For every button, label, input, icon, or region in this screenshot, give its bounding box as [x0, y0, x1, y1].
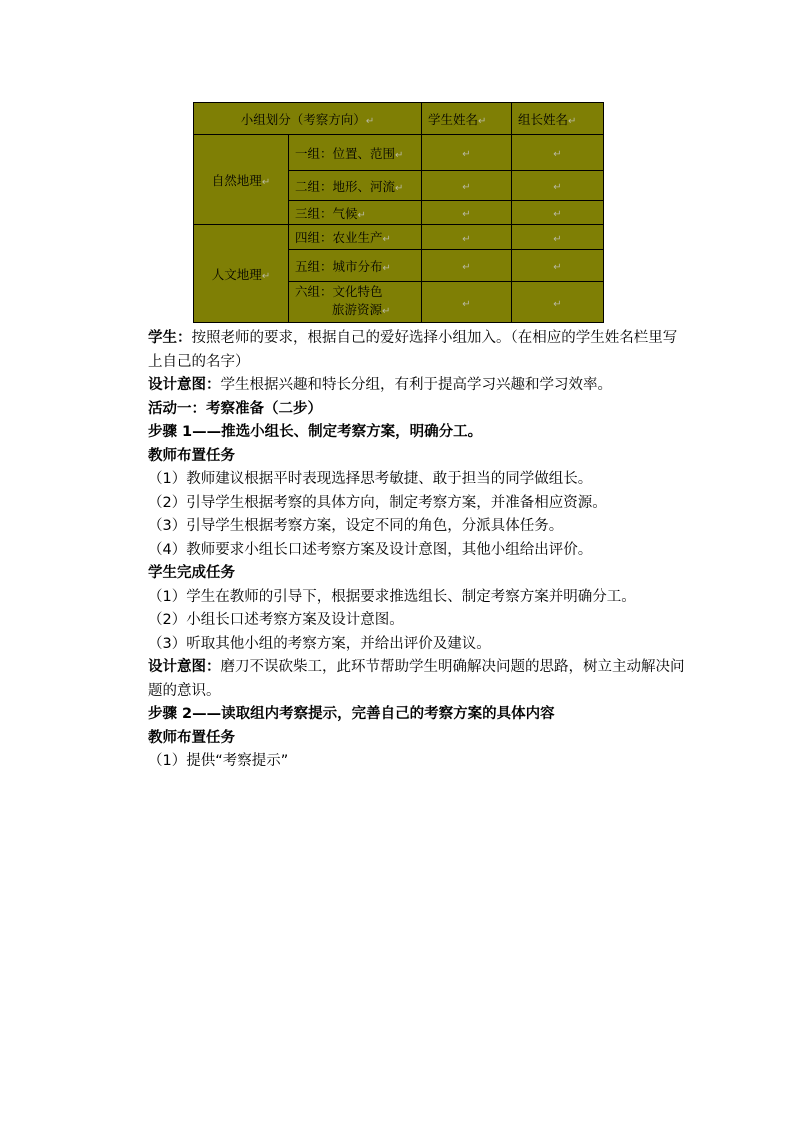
- leader-name-cell: ↵: [512, 282, 604, 323]
- category-human-geography: 人文地理↵: [194, 225, 289, 323]
- student-name-cell: ↵: [422, 282, 512, 323]
- paragraph: 设计意图：磨刀不误砍柴工，此环节帮助学生明确解决问题的思路，树立主动解决问题的意识。: [148, 659, 685, 699]
- list-item: （3）引导学生根据考察方案，设定不同的角色，分派具体任务。: [148, 518, 564, 534]
- heading-step-2: 步骤 2——读取组内考察提示，完善自己的考察方案的具体内容: [148, 706, 555, 722]
- student-name-cell: ↵: [422, 171, 512, 201]
- leader-name-cell: ↵: [512, 225, 604, 250]
- group-cell: 六组：文化特色 旅游资源↵: [289, 282, 422, 323]
- group-cell: 一组：位置、范围↵: [289, 135, 422, 171]
- group-cell: 二组：地形、河流↵: [289, 171, 422, 201]
- group-cell: 五组：城市分布↵: [289, 250, 422, 282]
- leader-name-cell: ↵: [512, 250, 604, 282]
- header-leader-name: 组长姓名↵: [512, 103, 604, 135]
- heading-activity-1: 活动一：考察准备（二步）: [148, 400, 322, 417]
- group-division-table: [193, 102, 604, 323]
- header-student-name: 学生姓名↵: [422, 103, 512, 135]
- table-row: [194, 225, 604, 250]
- student-name-cell: ↵: [422, 201, 512, 225]
- table-header-row: [194, 103, 604, 135]
- leader-name-cell: ↵: [512, 201, 604, 225]
- heading-teacher-task: 教师布置任务: [148, 729, 235, 746]
- list-item: （1）学生在教师的引导下，根据要求推选组长、制定考察方案并明确分工。: [148, 588, 636, 605]
- leader-name-cell: ↵: [512, 171, 604, 201]
- list-item: （2）小组长口述考察方案及设计意图。: [148, 612, 404, 628]
- header-group-division: 小组划分（考察方向）↵: [194, 103, 422, 135]
- student-name-cell: ↵: [422, 135, 512, 171]
- list-item: （1）提供“考察提示”: [148, 753, 289, 769]
- heading-step-1: 步骤 1——推选小组长、制定考察方案，明确分工。: [148, 424, 483, 440]
- heading-teacher-task: 教师布置任务: [148, 447, 235, 464]
- category-natural-geography: 自然地理↵: [194, 135, 289, 225]
- paragraph: 设计意图：学生根据兴趣和特长分组，有利于提高学习兴趣和学习效率。: [148, 377, 612, 393]
- heading-student-task: 学生完成任务: [148, 565, 235, 581]
- list-item: （3）听取其他小组的考察方案，并给出评价及建议。: [148, 635, 491, 652]
- student-name-cell: ↵: [422, 225, 512, 250]
- list-item: （1）教师建议根据平时表现选择思考敏捷、敢于担当的同学做组长。: [148, 471, 593, 487]
- leader-name-cell: ↵: [512, 135, 604, 171]
- document-body: [117, 327, 687, 774]
- group-cell: 三组：气候↵: [289, 201, 422, 225]
- list-item: （4）教师要求小组长口述考察方案及设计意图，其他小组给出评价。: [148, 541, 593, 558]
- table-row: [194, 135, 604, 171]
- list-item: （2）引导学生根据考察的具体方向，制定考察方案，并准备相应资源。: [148, 494, 607, 511]
- paragraph: 学生：按照老师的要求，根据自己的爱好选择小组加入。（在相应的学生姓名栏里写上自己的名字）: [148, 330, 678, 370]
- student-name-cell: ↵: [422, 250, 512, 282]
- group-cell: 四组：农业生产↵: [289, 225, 422, 250]
